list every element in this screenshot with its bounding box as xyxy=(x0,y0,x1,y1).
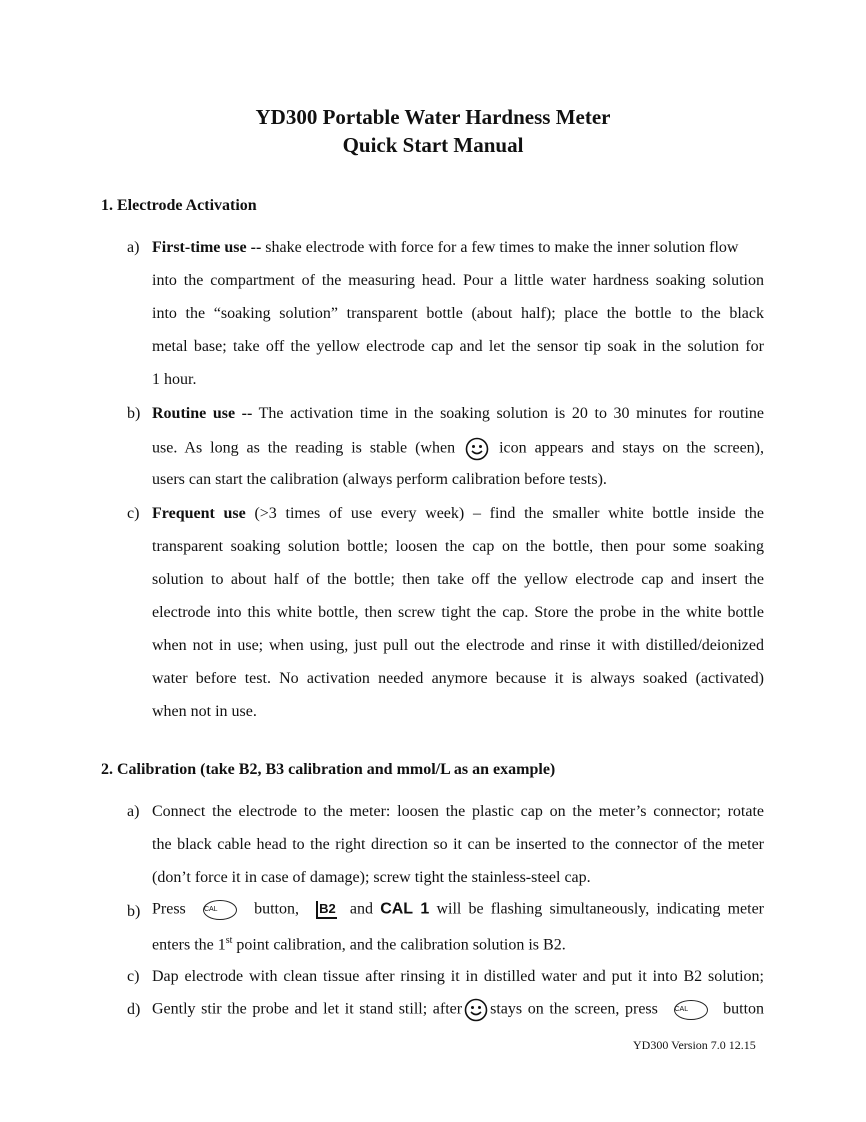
paragraph-line: (don’t force it in case of damage); screw tight the stainless-steel cap. xyxy=(152,869,591,886)
paragraph-line: Gently stir the probe and let it stand still; after stays on the screen, press CAL button xyxy=(152,998,764,1022)
paragraph-line: transparent soaking solution bottle; loosen the cap on the bottle, then pour some soaking xyxy=(152,538,764,555)
paragraph-line: 1 hour. xyxy=(152,371,197,388)
paragraph-line: the black cable head to the right direction so it can be inserted to the connector of the meter xyxy=(152,836,764,853)
cal-button-icon: CAL xyxy=(674,1000,708,1020)
list-marker: c) xyxy=(127,505,140,522)
cal1-indicator: CAL 1 xyxy=(380,900,430,918)
paragraph-line: Routine use -- The activation time in the soaking solution is 20 to 30 minutes for routine xyxy=(152,405,764,422)
list-marker: c) xyxy=(127,968,140,985)
paragraph-line: into the “soaking solution” transparent bottle (about half); place the bottle to the black xyxy=(152,305,764,322)
paragraph-line: water before test. No activation needed anymore because it is always soaked (activated) xyxy=(152,670,764,687)
document-title: YD300 Portable Water Hardness Meter xyxy=(255,105,611,129)
smiley-icon xyxy=(464,998,488,1022)
paragraph-line: metal base; take off the yellow electrode cap and let the sensor tip soak in the solution for xyxy=(152,338,764,355)
paragraph-line: when not in use. xyxy=(152,703,257,720)
cal-button-icon: CAL xyxy=(203,900,237,920)
paragraph-line: Frequent use (>3 times of use every week) – find the smaller white bottle inside the xyxy=(152,505,765,522)
paragraph-line: users can start the calibration (always perform calibration before tests). xyxy=(152,471,607,488)
item-label: Frequent use xyxy=(152,505,246,522)
paragraph-line: Dap electrode with clean tissue after rinsing it in distilled water and put it into B2 solution; xyxy=(152,968,764,985)
document-subtitle: Quick Start Manual xyxy=(342,133,524,157)
section-heading-calibration: 2. Calibration (take B2, B3 calibration and mmol/L as an example) xyxy=(101,761,556,778)
paragraph-line: First-time use -- shake electrode with force for a few times to make the inner solution flow xyxy=(152,239,739,256)
paragraph-line: enters the 1st point calibration, and the calibration solution is B2. xyxy=(152,935,566,954)
paragraph-line: use. As long as the reading is stable (when icon appears and stays on the screen), xyxy=(152,437,764,461)
paragraph-line: Press CAL button, B2 and CAL 1 will be flashing simultaneously, indicating meter xyxy=(152,900,764,920)
version-footer: YD300 Version 7.0 12.15 xyxy=(633,1038,756,1052)
paragraph-line: into the compartment of the measuring head. Pour a little water hardness soaking solution xyxy=(152,272,764,289)
section-heading-electrode-activation: 1. Electrode Activation xyxy=(101,197,257,214)
list-marker: a) xyxy=(127,803,140,820)
paragraph-line: when not in use; when using, just pull out the electrode and rinse it with distilled/deionized xyxy=(152,637,764,654)
paragraph-line: Connect the electrode to the meter: loosen the plastic cap on the meter’s connector; rotate xyxy=(152,803,764,820)
list-marker: a) xyxy=(127,239,140,256)
list-marker: d) xyxy=(127,1001,141,1018)
paragraph-line: electrode into this white bottle, then screw tight the cap. Store the probe in the white bottle xyxy=(152,604,764,621)
item-label: Routine use -- xyxy=(152,405,253,422)
list-marker: b) xyxy=(127,903,141,920)
list-marker: b) xyxy=(127,405,141,422)
smiley-icon xyxy=(465,437,489,461)
b2-icon: B2 xyxy=(316,901,337,919)
paragraph-line: solution to about half of the bottle; then take off the yellow electrode cap and insert the xyxy=(152,571,764,588)
item-label: First-time use -- xyxy=(152,239,262,256)
